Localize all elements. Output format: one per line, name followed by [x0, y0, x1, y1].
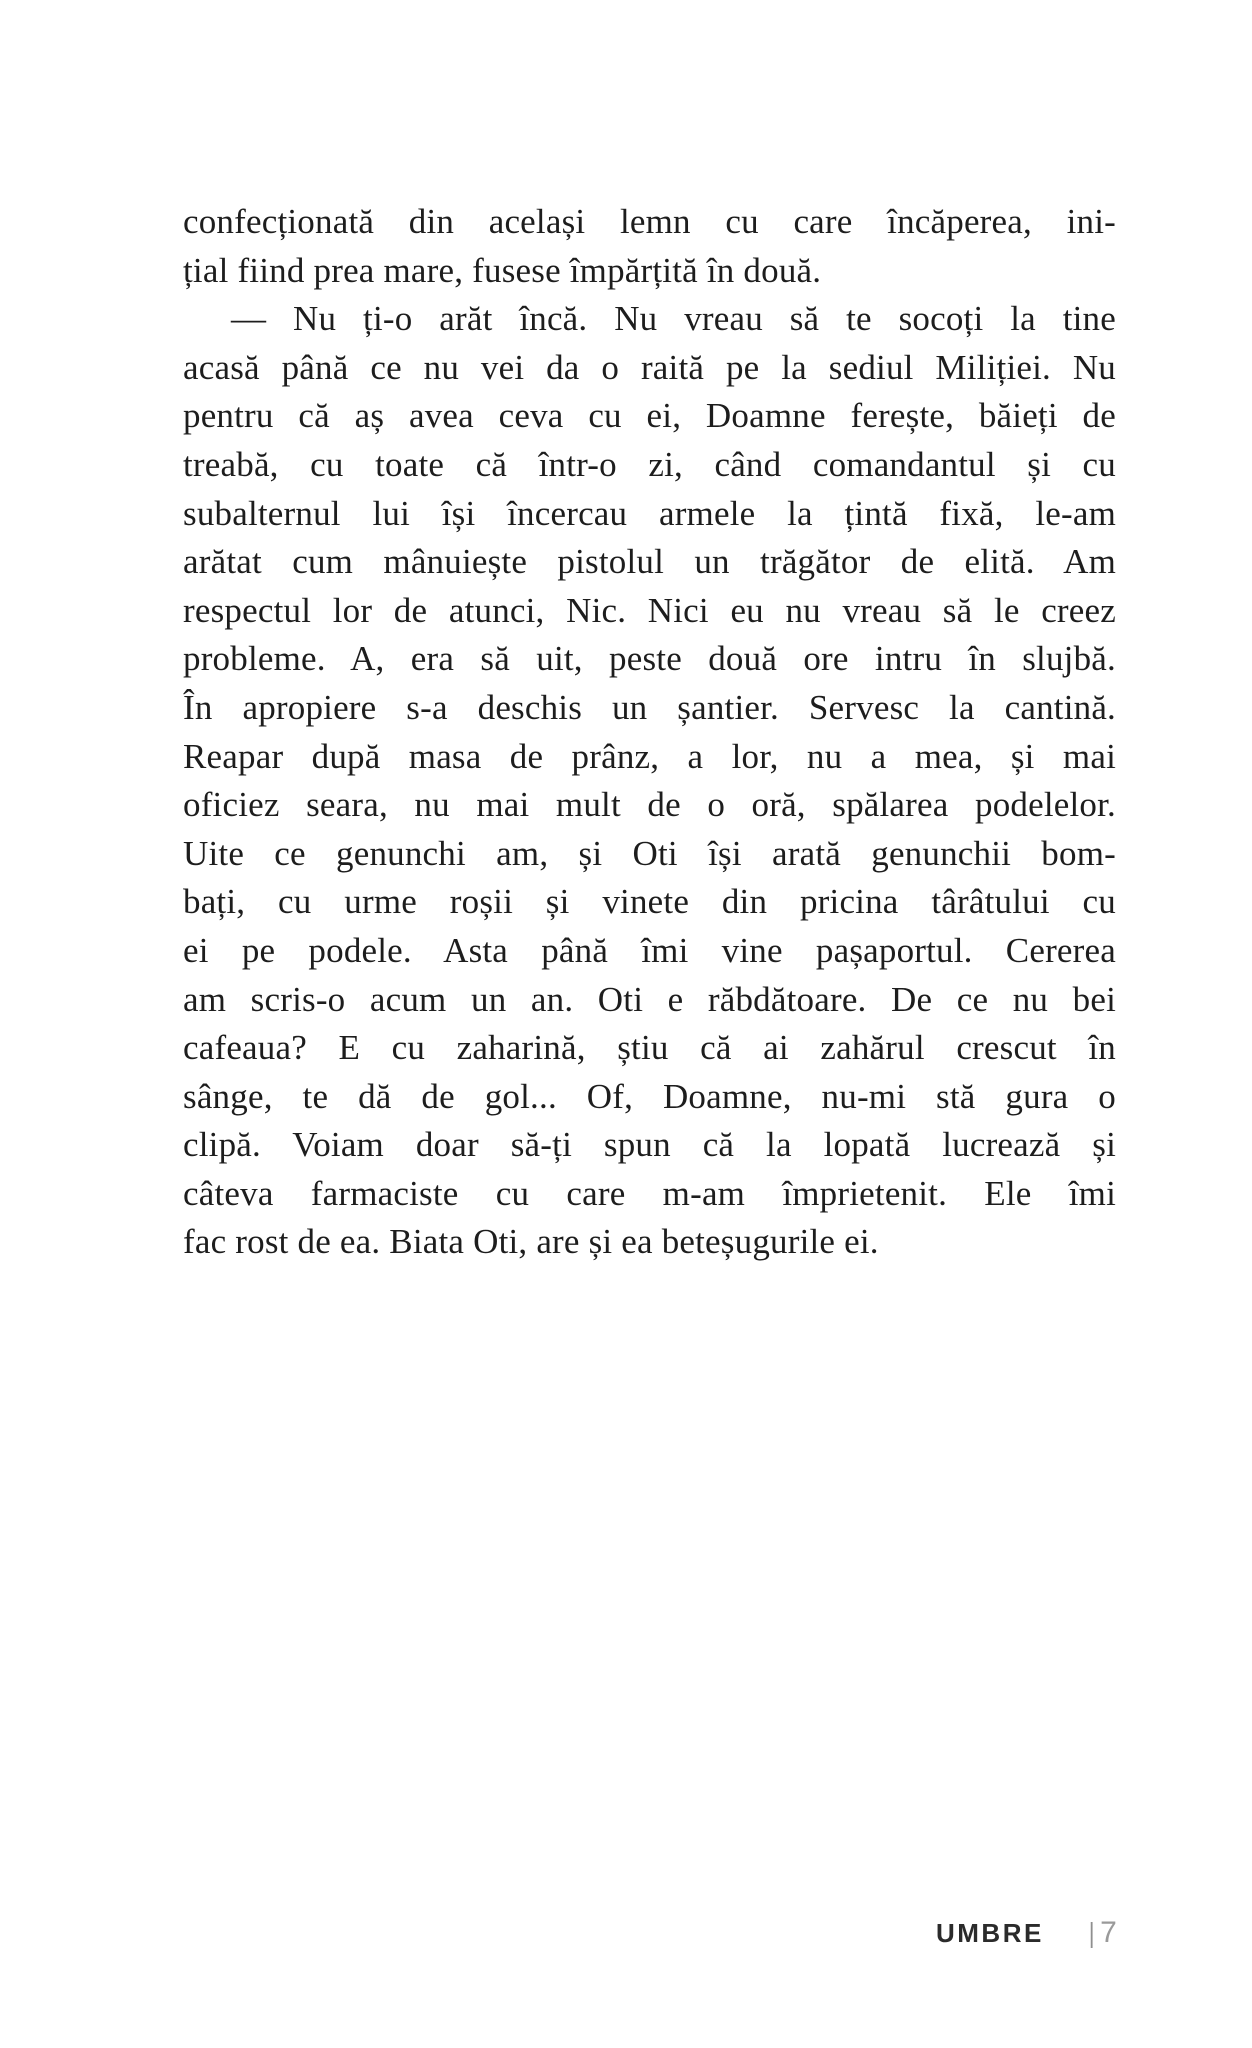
text-line: acasă până ce nu vei da o raită pe la sediul Miliției. Nu — [183, 347, 1116, 387]
text-line: fac rost de ea. Biata Oti, are și ea beteșugurile ei. — [183, 1222, 879, 1262]
text-line: — Nu ți-o arăt încă. Nu vreau să te socoți la tine — [231, 299, 1116, 339]
running-title: UMBRE — [936, 1918, 1044, 1948]
text-line: clipă. Voiam doar să-ți spun că la lopată lucrează și — [183, 1125, 1116, 1165]
text-line: câteva farmaciste cu care m-am împrietenit. Ele îmi — [183, 1173, 1116, 1213]
text-line: În apropiere s-a deschis un șantier. Servesc la cantină. — [183, 687, 1116, 727]
text-line: treabă, cu toate că într-o zi, când comandantul și cu — [183, 444, 1116, 484]
text-line: confecționată din același lemn cu care încăperea, ini- — [183, 202, 1116, 241]
body-text — [183, 198, 1116, 1267]
text-line: cafeaua? E cu zaharină, știu că ai zahărul crescut în — [183, 1028, 1116, 1068]
text-line: ei pe podele. Asta până îmi vine pașaportul. Cererea — [183, 930, 1116, 970]
text-line: țial fiind prea mare, fusese împărțită în două. — [183, 250, 822, 290]
text-line: am scris-o acum un an. Oti e răbdătoare. De ce nu bei — [183, 979, 1116, 1019]
text-line: pentru că aș avea ceva cu ei, Doamne ferește, băieți de — [183, 396, 1116, 436]
text-line: probleme. A, era să uit, peste două ore intru în slujbă. — [183, 639, 1116, 679]
text-line: bați, cu urme roșii și vinete din pricina târâtului cu — [183, 882, 1116, 922]
text-line: Uite ce genunchi am, și Oti își arată genunchii bom- — [183, 833, 1116, 873]
text-line: arătat cum mânuiește pistolul un trăgător de elită. Am — [183, 542, 1116, 582]
page-number: 7 — [1100, 1916, 1117, 1949]
page-footer — [936, 1916, 1117, 1950]
text-line: Reapar după masa de prânz, a lor, nu a mea, și mai — [183, 736, 1116, 776]
footer-separator: | — [1088, 1917, 1095, 1948]
page-number-group — [1088, 1916, 1117, 1950]
text-line: respectul lor de atunci, Nic. Nici eu nu vreau să le creez — [183, 590, 1116, 630]
text-line: subalternul lui își încercau armele la țintă fixă, le-am — [183, 493, 1116, 533]
text-line: sânge, te dă de gol... Of, Doamne, nu-mi stă gura o — [183, 1076, 1116, 1116]
text-line: oficiez seara, nu mai mult de o oră, spălarea podelelor. — [183, 785, 1116, 825]
